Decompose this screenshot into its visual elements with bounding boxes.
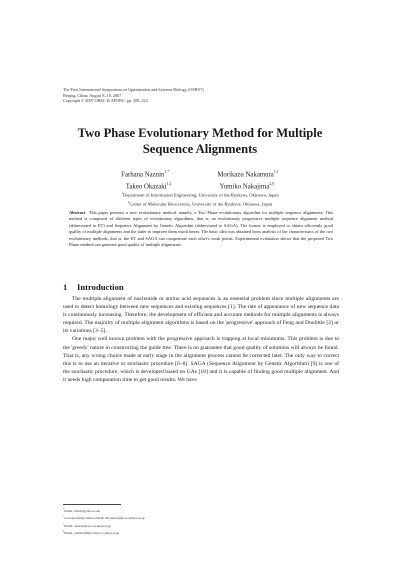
- paragraph: The multiple alignment of nucleotide or amino acid sequences is an essential problem since multiple alignments are used to detect homology between new sequences and existing sequences [1]. The rate of appearance of new sequence data is continuously increasing. Therefore, the development of efficient and accurate methods for multiple alignments is always required. The majority of multiple alignment algorithms is based on the 'progressive' approach of Feng and Doolittle [2] or its variations [3–5].: [63, 296, 339, 335]
- title-line: Sequence Alignments: [142, 141, 258, 156]
- footnote: ‡Email: okazaki@ie.u-ryukyu.ac.jp: [63, 522, 111, 528]
- header-line: The First International Symposium on Optimization and Systems Biology (OSB'07): [63, 87, 204, 92]
- header-line: Beijing, China, August 8–10, 2007: [63, 92, 122, 98]
- author: Yumiko Nakajima$^{2,\S}$: [219, 181, 275, 191]
- abstract: [69, 210, 333, 248]
- author-list: [60, 167, 340, 192]
- section-number: 1: [63, 282, 68, 292]
- author-row: [60, 167, 340, 179]
- section-heading: [63, 282, 343, 292]
- footnote: §Email: yumiko28@comb.u-ryukyu.ac.jp: [63, 530, 120, 536]
- footnote-rule: [63, 504, 121, 505]
- abstract-label: Abstract: [69, 210, 86, 215]
- affiliations: [60, 190, 340, 208]
- header-line: Copyright © 2007 ORSC & APORC, pp. 308–323: [63, 98, 148, 104]
- author: Farhana Naznin$^{1,*}$: [121, 169, 170, 179]
- author: Morikazu Nakamura$^{1,\dagger}$: [217, 169, 279, 179]
- affiliation: $^2$Center of Molecular Biosciences, University of the Ryukyus, Okinawa, Japan: [127, 199, 273, 207]
- paragraph: One major well known problem with the progressive approach is trapping at local minimums. This problem is due to the 'greedy' nature in constructing the guide tree. There is no guarantee that good quality of solutions will always be found. That is, any wrong choice made at early stage in the alignment process cannot be corrected later. The only way to correct this is to use an iterative or stochastic procedure [6–8]. SAGA (Sequence Alignment by Genetic Algorithm) [9] is one of the stochastic procedure, which is developed based on GAs [10] and it is capable of finding good multiple alignment. And it needs high computation time to get good results. We have: [63, 336, 339, 383]
- title-line: Two Phase Evolutionary Method for Multiple: [77, 126, 323, 140]
- paper-title: [50, 126, 350, 157]
- affiliation: $^1$Department of Information Engineering, University of the Ryukyus, Okinawa, Japan: [121, 191, 279, 198]
- conference-header: [63, 87, 353, 104]
- section-title: Introduction: [77, 282, 124, 292]
- section-body: [63, 295, 339, 384]
- footnote: *Email: fnfnrr@yahoo.com: [63, 508, 101, 514]
- abstract-text: This paper presents a new evolutionary method, namely, a Two Phase evolutionary algorithm for multiple sequence alignments. This method is composed of different types of evolutionary algorithms, that is, an evolutionary progressive multiple sequence alignment method (abbreviated to ET) and Sequence Alignment by Genetic Algorithm (abbreviated to SAGA). The former is employed to obtain efficiently good quality of multiple alignments and the latter to improve them much better. The basic idea was obtained from analysis of the characteristics of the two evolutionary methods, that is, the ET and SAGA can compensate each other's weak points. Experimental evaluation shows that the proposed Two Phase method can generate good quality of multiple alignments.: [69, 210, 333, 248]
- footnote: †Corresponding author. Email: Morikazu@ie.u-ryukyu.ac.jp: [63, 515, 145, 521]
- author: Takeo Okazaki$^{1,\ddagger}$: [125, 181, 172, 191]
- footnotes: [63, 507, 343, 537]
